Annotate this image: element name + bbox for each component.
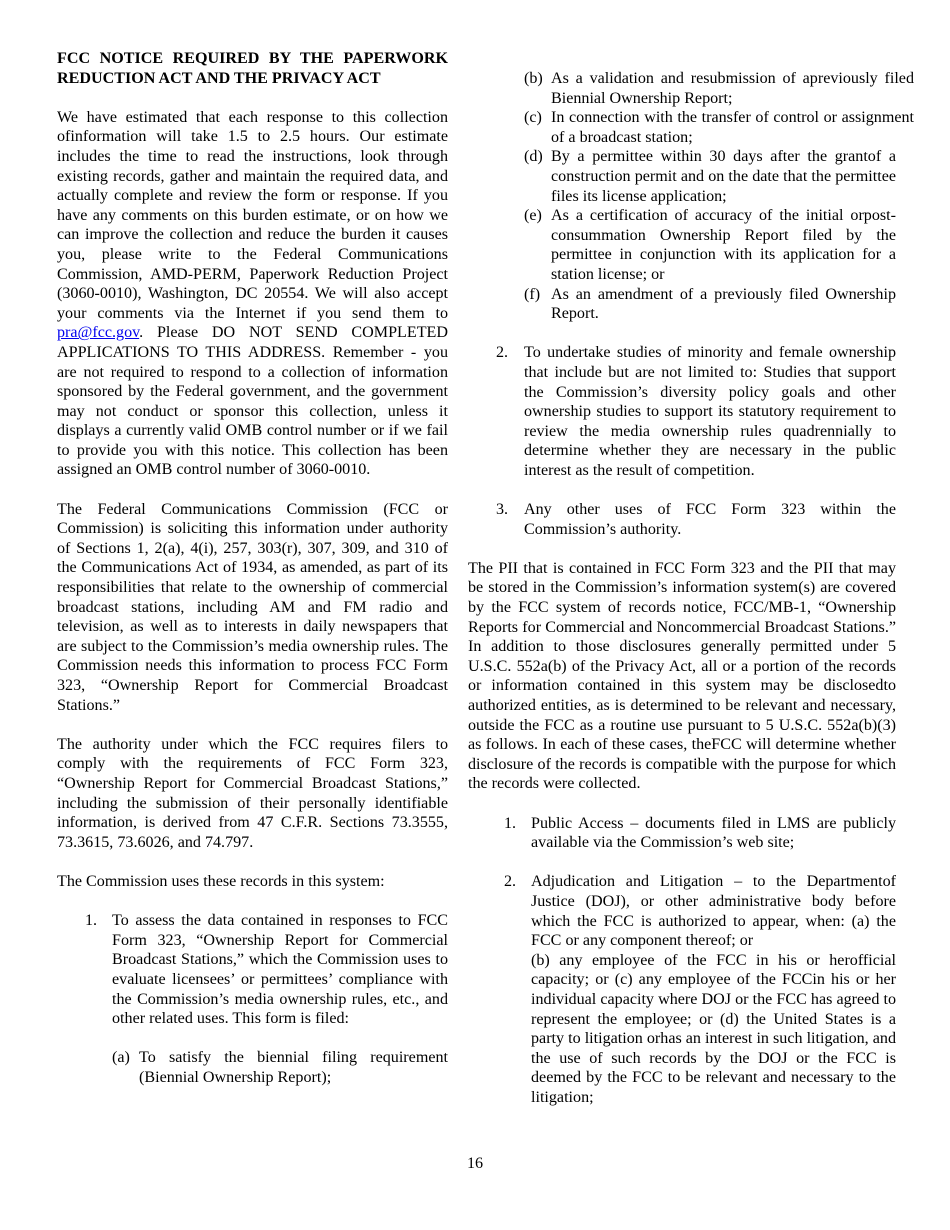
use-item-1 [85,911,448,1029]
routine-use-1 [504,814,896,853]
filed-item-f-text: As an amendment of a previously filed Ownership Report. [551,285,896,323]
filed-item-a-marker: (a) [112,1049,130,1067]
use-item-1-marker: 1. [85,912,98,930]
filed-item-a-text: To satisfy the biennial filing requirement (Biennial Ownership Report); [139,1049,448,1086]
filed-item-d-marker: (d) [524,148,543,166]
burden-paragraph [57,108,448,480]
use-item-3-text: Any other uses of FCC Form 323 within the Commission’s authority. [524,501,896,538]
use-item-3-marker: 3. [496,501,509,519]
filed-item-d-text: By a permittee within 30 days after the grantof a construction permit and on the date that the permittee files its license application; [551,148,896,205]
use-item-2 [496,343,896,480]
pra-email-link[interactable]: pra@fcc.gov [57,324,140,342]
use-item-2-text: To undertake studies of minority and female ownership that include but are not limited to: Studies that support the Commission’s diversity policy goals and other ownership studies to support its statutory requirement to review the media ownership rules quadrennially to determine whether they are necessary in the public interest as the result of competition. [524,344,896,479]
use-item-1-text: To assess the data contained in responses to FCC Form 323, “Ownership Report for Commercial Broadcast Stations,” which the Commission uses to evaluate licensees’ or permittees’ compliance with the Commission’s media ownership rules, etc., and other related uses. This form is filed: [112,912,448,1028]
filed-item-f-marker: (f) [524,285,541,303]
routine-use-1-text: Public Access – documents filed in LMS are publicly available via the Commission’s web site; [531,814,896,852]
filed-item-b-text: As a validation and resubmission of apreviously filed Biennial Ownership Report; [551,70,914,107]
authority-paragraph: The Federal Communications Commission (FCC or Commission) is soliciting this information under authority of Sections 1, 2(a), 4(i), 257, 303(r), 307, 309, and 310 of the Communications Act of 1934, as amended, as part of its responsibilities that relate to the ownership of commercial broadcast stations, including AM and FM radio and television, as well as to interests in daily newspapers that are subject to the Commission’s media ownership rules. The Commission needs this information to process FCC Form 323, “Ownership Report for Commercial Broadcast Stations.” [57,500,448,714]
left-column [57,49,448,1087]
requirements-paragraph: The authority under which the FCC requires filers to comply with the requirements of FCC Form 323, “Ownership Report for Commercial Broadcast Stations,” including the submission of their personally identifiable information, is derived from 47 C.F.R. Sections 73.3555, 73.3615, 73.6026, and 74.797. [57,735,448,851]
use-item-2-marker: 2. [496,344,509,362]
uses-intro: The Commission uses these records in this system: [57,872,385,890]
filed-item-e-text: As a certification of accuracy of the initial orpost-consummation Ownership Report filed by the permittee in conjunction with its application for a station license; or [551,207,896,283]
notice-heading: FCC NOTICE REQUIRED BY THE PAPERWORK REDUCTION ACT AND THE PRIVACY ACT [57,50,448,87]
routine-use-2-text: Adjudication and Litigation – to the Departmentof Justice (DOJ), or other administrative body before which the FCC is authorized to appear, when: (a) the FCC or any component thereof; or [531,873,896,950]
filed-items-list [524,69,914,324]
filed-item-c-text: In connection with the transfer of control or assignment of a broadcast station; [551,109,914,146]
routine-use-2-continued: (b) any employee of the FCC in his or herofficial capacity; or (c) any employee of the FCCin his or her individual capacity where DOJ or the FCC has agreed to represent the employee; or (d) the United States is a party to litigation orhas an interest in such litigation, and the use of such records by the DOJ or the FCC is deemed by the FCC to be relevant and necessary to the litigation; [531,951,896,1106]
filed-item-b [524,69,914,108]
burden-text-after-link: . Please DO NOT SEND COMPLETED APPLICATIONS TO THIS ADDRESS. Remember - you are not required to respond to a collection of information sponsored by the Federal government, and the government may not conduct or sponsor this collection, unless it displays a currently valid OMB control number or if we fail to provide you with this notice. This collection has been assigned an OMB control number of 3060-0010. [57,324,448,479]
page-number: 16 [466,1155,484,1172]
use-item-3 [496,500,896,539]
filed-item-c-marker: (c) [524,109,542,127]
right-column [468,69,914,1107]
filed-item-e-marker: (e) [524,207,542,225]
filed-item-f [524,285,896,324]
filed-item-a [112,1048,448,1087]
routine-use-1-marker: 1. [504,814,517,832]
filed-item-b-marker: (b) [524,70,543,87]
burden-text-before-link: We have estimated that each response to this collection ofinformation will take 1.5 to 2.5 hours. Our estimate includes the time to read the instructions, look through existing records, gather and maintain the required data, and actually complete and review the form or response. If you have any comments on this burden estimate, or on how we can improve the collection and reduce the burden it causes you, please write to the Federal Communications Commission, AMD-PERM, Paperwork Reduction Project (3060-0010), Washington, DC 20554. We will also accept your comments via the Internet if you send them to [57,108,448,322]
filed-item-c [524,108,914,147]
filed-item-e [524,206,896,284]
routine-use-2 [504,872,896,950]
pii-paragraph: The PII that is contained in FCC Form 323 and the PII that may be stored in the Commission’s information system(s) are covered by the FCC system of records notice, FCC/MB-1, “Ownership Reports for Commercial and Noncommercial Broadcast Stations.” In addition to those disclosures generally permitted under 5 U.S.C. 552a(b) of the Privacy Act, all or a portion of the records or information contained in this system may be disclosedto authorized entities, as is determined to be relevant and necessary, outside the FCC as a routine use pursuant to 5 U.S.C. 552a(b)(3) as follows. In each of these cases, theFCC will determine whether disclosure of the records is compatible with the purpose for which the records were collected. [468,559,896,793]
filed-item-d [524,147,896,206]
routine-use-2-marker: 2. [504,873,517,891]
